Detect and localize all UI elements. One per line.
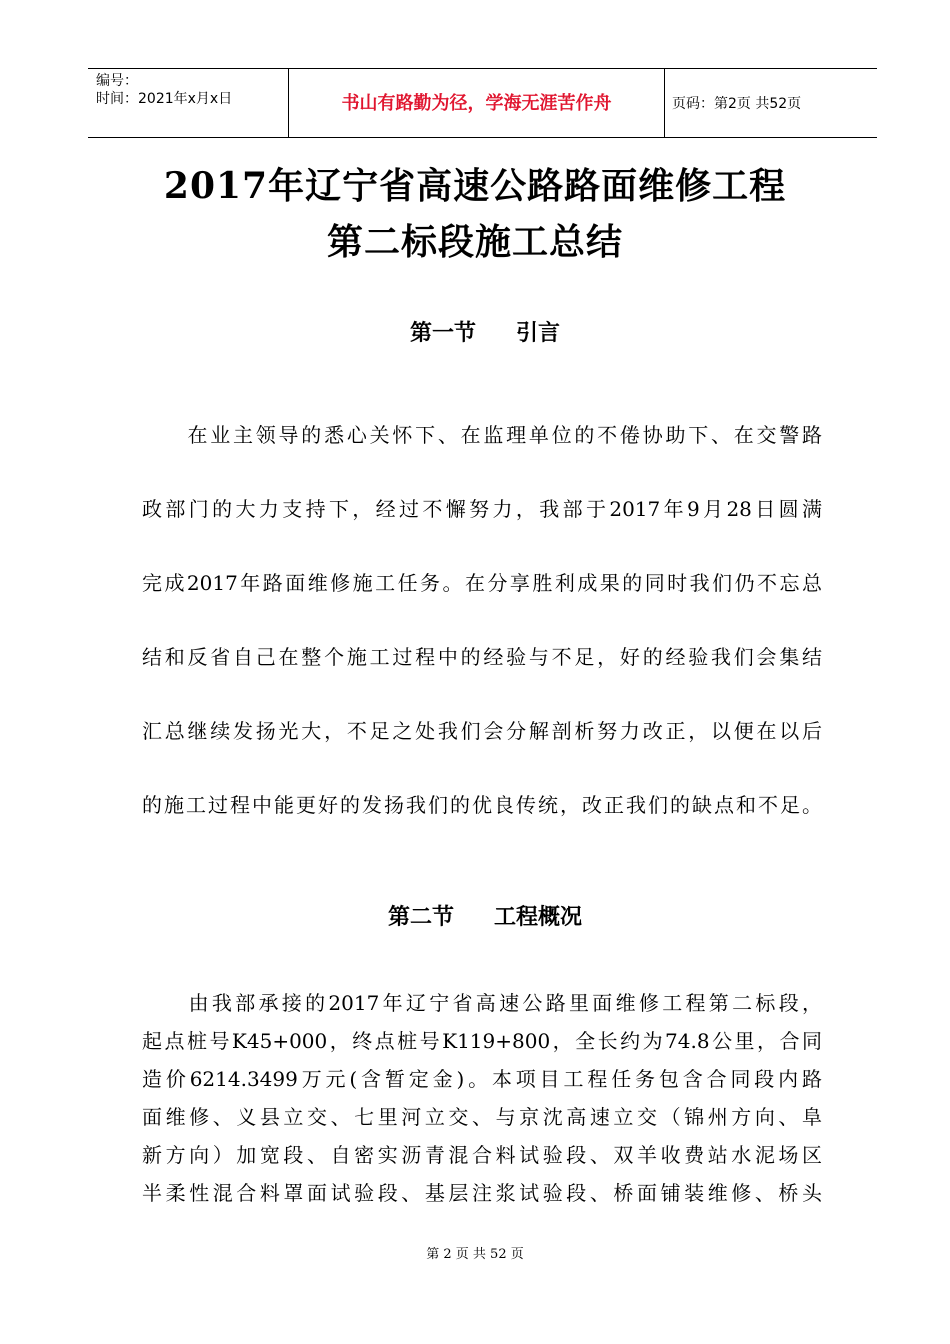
paragraph-line: 半柔性混合料罩面试验段、基层注浆试验段、桥面铺装维修、桥头	[142, 1181, 822, 1205]
document-number-label: 编号：	[96, 73, 138, 89]
section-number: 第二节	[387, 905, 454, 930]
header-motto: 书山有路勤为径，学海无涯苦作舟	[341, 93, 612, 114]
header-page-cell	[664, 69, 877, 137]
paragraph-line: 造价6214.3499万元(含暂定金)。本项目工程任务包含合同段内路	[142, 1067, 822, 1091]
paragraph-line: 起点桩号K45+000，终点桩号K119+800，全长约为74.8公里，合同	[142, 1029, 822, 1053]
section-number: 第一节	[409, 321, 476, 346]
document-time-label: 时间：2021年x月x日	[96, 91, 233, 107]
paragraph-line: 政部门的大力支持下，经过不懈努力，我部于2017年9月28日圆满	[142, 497, 822, 521]
paragraph-line: 结和反省自己在整个施工过程中的经验与不足，好的经验我们会集结	[142, 645, 822, 669]
section-name: 引言	[516, 321, 561, 346]
section-heading-intro	[0, 320, 950, 348]
paragraph-line: 面维修、义县立交、七里河立交、与京沈高速立交（锦州方向、阜	[142, 1105, 822, 1129]
paragraph-line: 新方向）加宽段、自密实沥青混合料试验段、双羊收费站水泥场区	[142, 1143, 822, 1167]
header-motto-cell	[288, 69, 665, 137]
section-name: 工程概况	[494, 905, 583, 930]
paragraph-line: 的施工过程中能更好的发扬我们的优良传统，改正我们的缺点和不足。	[142, 793, 822, 817]
paragraph-line: 汇总继续发扬光大，不足之处我们会分解剖析努力改正，以便在以后	[142, 719, 822, 743]
paragraph-line: 在业主领导的悉心关怀下、在监理单位的不倦协助下、在交警路	[142, 423, 822, 447]
page-footer: 第 2 页 共 52 页	[426, 1247, 524, 1262]
document-header	[88, 68, 877, 138]
document-title-line-1: 2017年辽宁省高速公路路面维修工程	[163, 165, 787, 207]
document-title-line-2: 第二标段施工总结	[326, 221, 623, 263]
header-meta-cell	[88, 69, 288, 137]
section-heading-overview	[0, 904, 950, 932]
paragraph-line: 由我部承接的2017年辽宁省高速公路里面维修工程第二标段，	[142, 991, 822, 1015]
paragraph-line: 完成2017年路面维修施工任务。在分享胜利成果的同时我们仍不忘总	[142, 571, 822, 595]
header-page-number: 页码：第2页 共52页	[672, 96, 802, 112]
